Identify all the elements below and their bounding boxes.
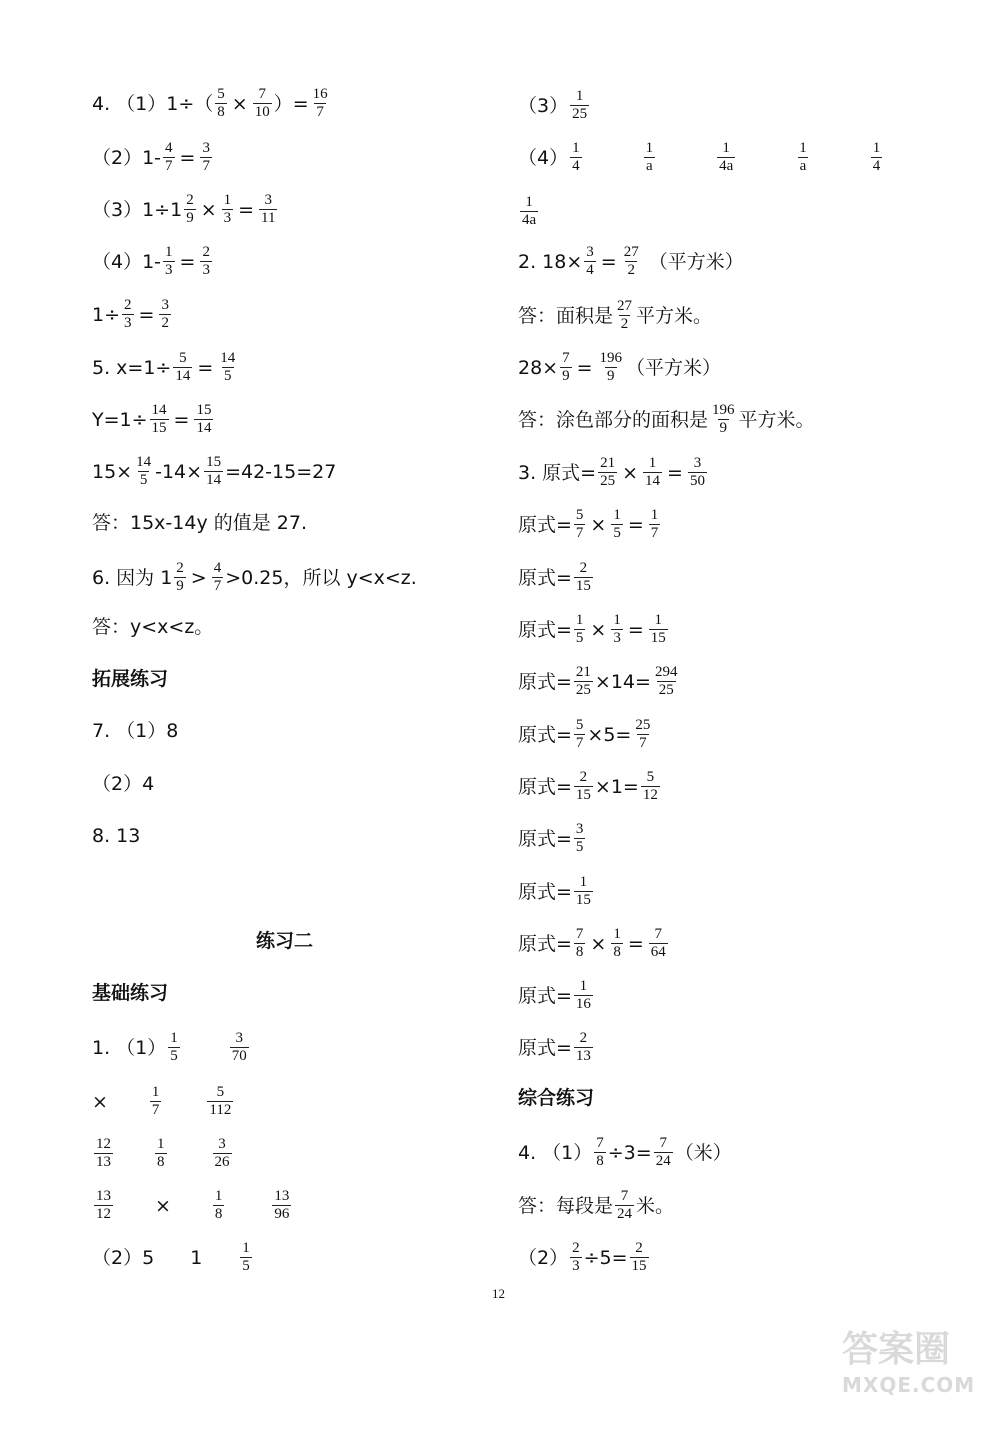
left-q1-row4: $\frac{13}{12}$ × $\frac{1}{8}$ $\frac{13}{96}$ [96,1188,290,1222]
left-q4-5: 1÷ $\frac{2}{3}$ = $\frac{3}{2}$ [92,297,169,331]
right-q4-1: 4. （1） $\frac{7}{8}$ ÷3= $\frac{7}{24}$ （米） [518,1135,732,1169]
right-q3-4: 原式= $\frac{1}{5}$ × $\frac{1}{3}$ = $\frac{1}{15}$ [518,612,666,646]
left-q4-2: （2）1- $\frac{4}{7}$ = $\frac{3}{7}$ [92,140,210,174]
left-q5-answer: 答：15x-14y 的值是 27. [92,512,307,534]
right-q2-answer2: 答：涂色部分的面积是 $\frac{196}{9}$ 平方米。 [518,402,815,436]
fraction: $\frac{7}{10}$ [254,86,270,120]
left-q5-1: 5. x=1÷ $\frac{5}{14}$ = $\frac{14}{5}$ [92,350,236,384]
heading-zonghe: 综合练习 [518,1087,595,1109]
right-q4-2: （2） $\frac{2}{3}$ ÷5= $\frac{2}{15}$ [518,1240,647,1274]
right-q3-6: 原式= $\frac{5}{7}$ ×5= $\frac{25}{7}$ [518,717,651,751]
watermark-logo: 答案圈 MXQE.COM [842,1329,976,1397]
left-q8: 8. 13 [92,825,141,847]
left-q1-row2: × $\frac{1}{7}$ $\frac{5}{112}$ [92,1084,232,1118]
right-r3: （3） $\frac{1}{25}$ [518,88,588,122]
left-q1-row3: $\frac{12}{13}$ $\frac{1}{8}$ $\frac{3}{26}$ [96,1136,230,1170]
right-q3-2: 原式= $\frac{5}{7}$ × $\frac{1}{5}$ = $\frac{1}{7}$ [518,507,659,541]
heading-tuozhan: 拓展练习 [92,668,169,690]
left-q4-3: （3）1÷1 $\frac{2}{9}$ × $\frac{1}{3}$ = $\frac{3}{11}$ [92,192,276,226]
right-q3-9: 原式= $\frac{1}{15}$ [518,874,591,908]
fraction: $\frac{16}{7}$ [312,86,328,120]
left-q7-1: 7. （1）8 [92,720,179,742]
right-q3-3: 原式= $\frac{2}{15}$ [518,560,591,594]
page-number: 12 [492,1286,505,1301]
left-q6-answer: 答：y<x<z。 [92,616,214,638]
left-q4-1: 4. （1）1÷（ $\frac{5}{8}$ × $\frac{7}{10}$ ）= $\frac{16}{7}$ [92,86,328,120]
right-q3-5: 原式= $\frac{21}{25}$ ×14= $\frac{294}{25}$ [518,664,678,698]
left-q4-4: （4）1- $\frac{1}{3}$ = $\frac{2}{3}$ [92,244,210,278]
right-q2-1: 2. 18× $\frac{3}{4}$ = $\frac{27}{2}$ （平方米） [518,244,744,278]
left-q5-2: Y=1÷ $\frac{14}{15}$ = $\frac{15}{14}$ [92,402,212,436]
left-q5-3: 15× $\frac{14}{5}$ -14× $\frac{15}{14}$ =42-15=27 [92,454,337,488]
heading-lianxi2: 练习二 [256,930,314,952]
fraction: $\frac{5}{8}$ [217,86,225,120]
heading-jichu: 基础练习 [92,982,169,1004]
left-q1-2: （2）5 1 $\frac{1}{5}$ [92,1240,250,1274]
right-q3-7: 原式= $\frac{2}{15}$ ×1= $\frac{5}{12}$ [518,769,658,803]
right-q3-12: 原式= $\frac{2}{13}$ [518,1030,591,1064]
right-r4b: $\frac{1}{4a}$ [522,194,537,228]
right-q3-1: 3. 原式= $\frac{21}{25}$ × $\frac{1}{14}$ = $\frac{3}{50}$ [518,455,705,489]
right-q3-8: 原式= $\frac{3}{5}$ [518,821,584,855]
left-q7-2: （2）4 [92,773,155,795]
left-q6: 6. 因为 1 $\frac{2}{9}$ > $\frac{4}{7}$ >0.25，所以 y<x<z. [92,560,417,594]
right-r4: （4） $\frac{1}{4}$ $\frac{1}{a}$ $\frac{1}{4a}$ $\frac{1}{a}$ $\frac{1}{4}$ [518,140,881,174]
left-q1-1: 1. （1） $\frac{1}{5}$ $\frac{3}{70}$ [92,1030,247,1064]
right-q2-2: 28× $\frac{7}{9}$ = $\frac{196}{9}$ （平方米） [518,350,722,384]
right-q4-answer: 答：每段是 $\frac{7}{24}$ 米。 [518,1188,675,1222]
right-q2-answer1: 答：面积是 $\frac{27}{2}$ 平方米。 [518,298,713,332]
right-q3-11: 原式= $\frac{1}{16}$ [518,978,591,1012]
right-q3-10: 原式= $\frac{7}{8}$ × $\frac{1}{8}$ = $\frac{7}{64}$ [518,926,666,960]
